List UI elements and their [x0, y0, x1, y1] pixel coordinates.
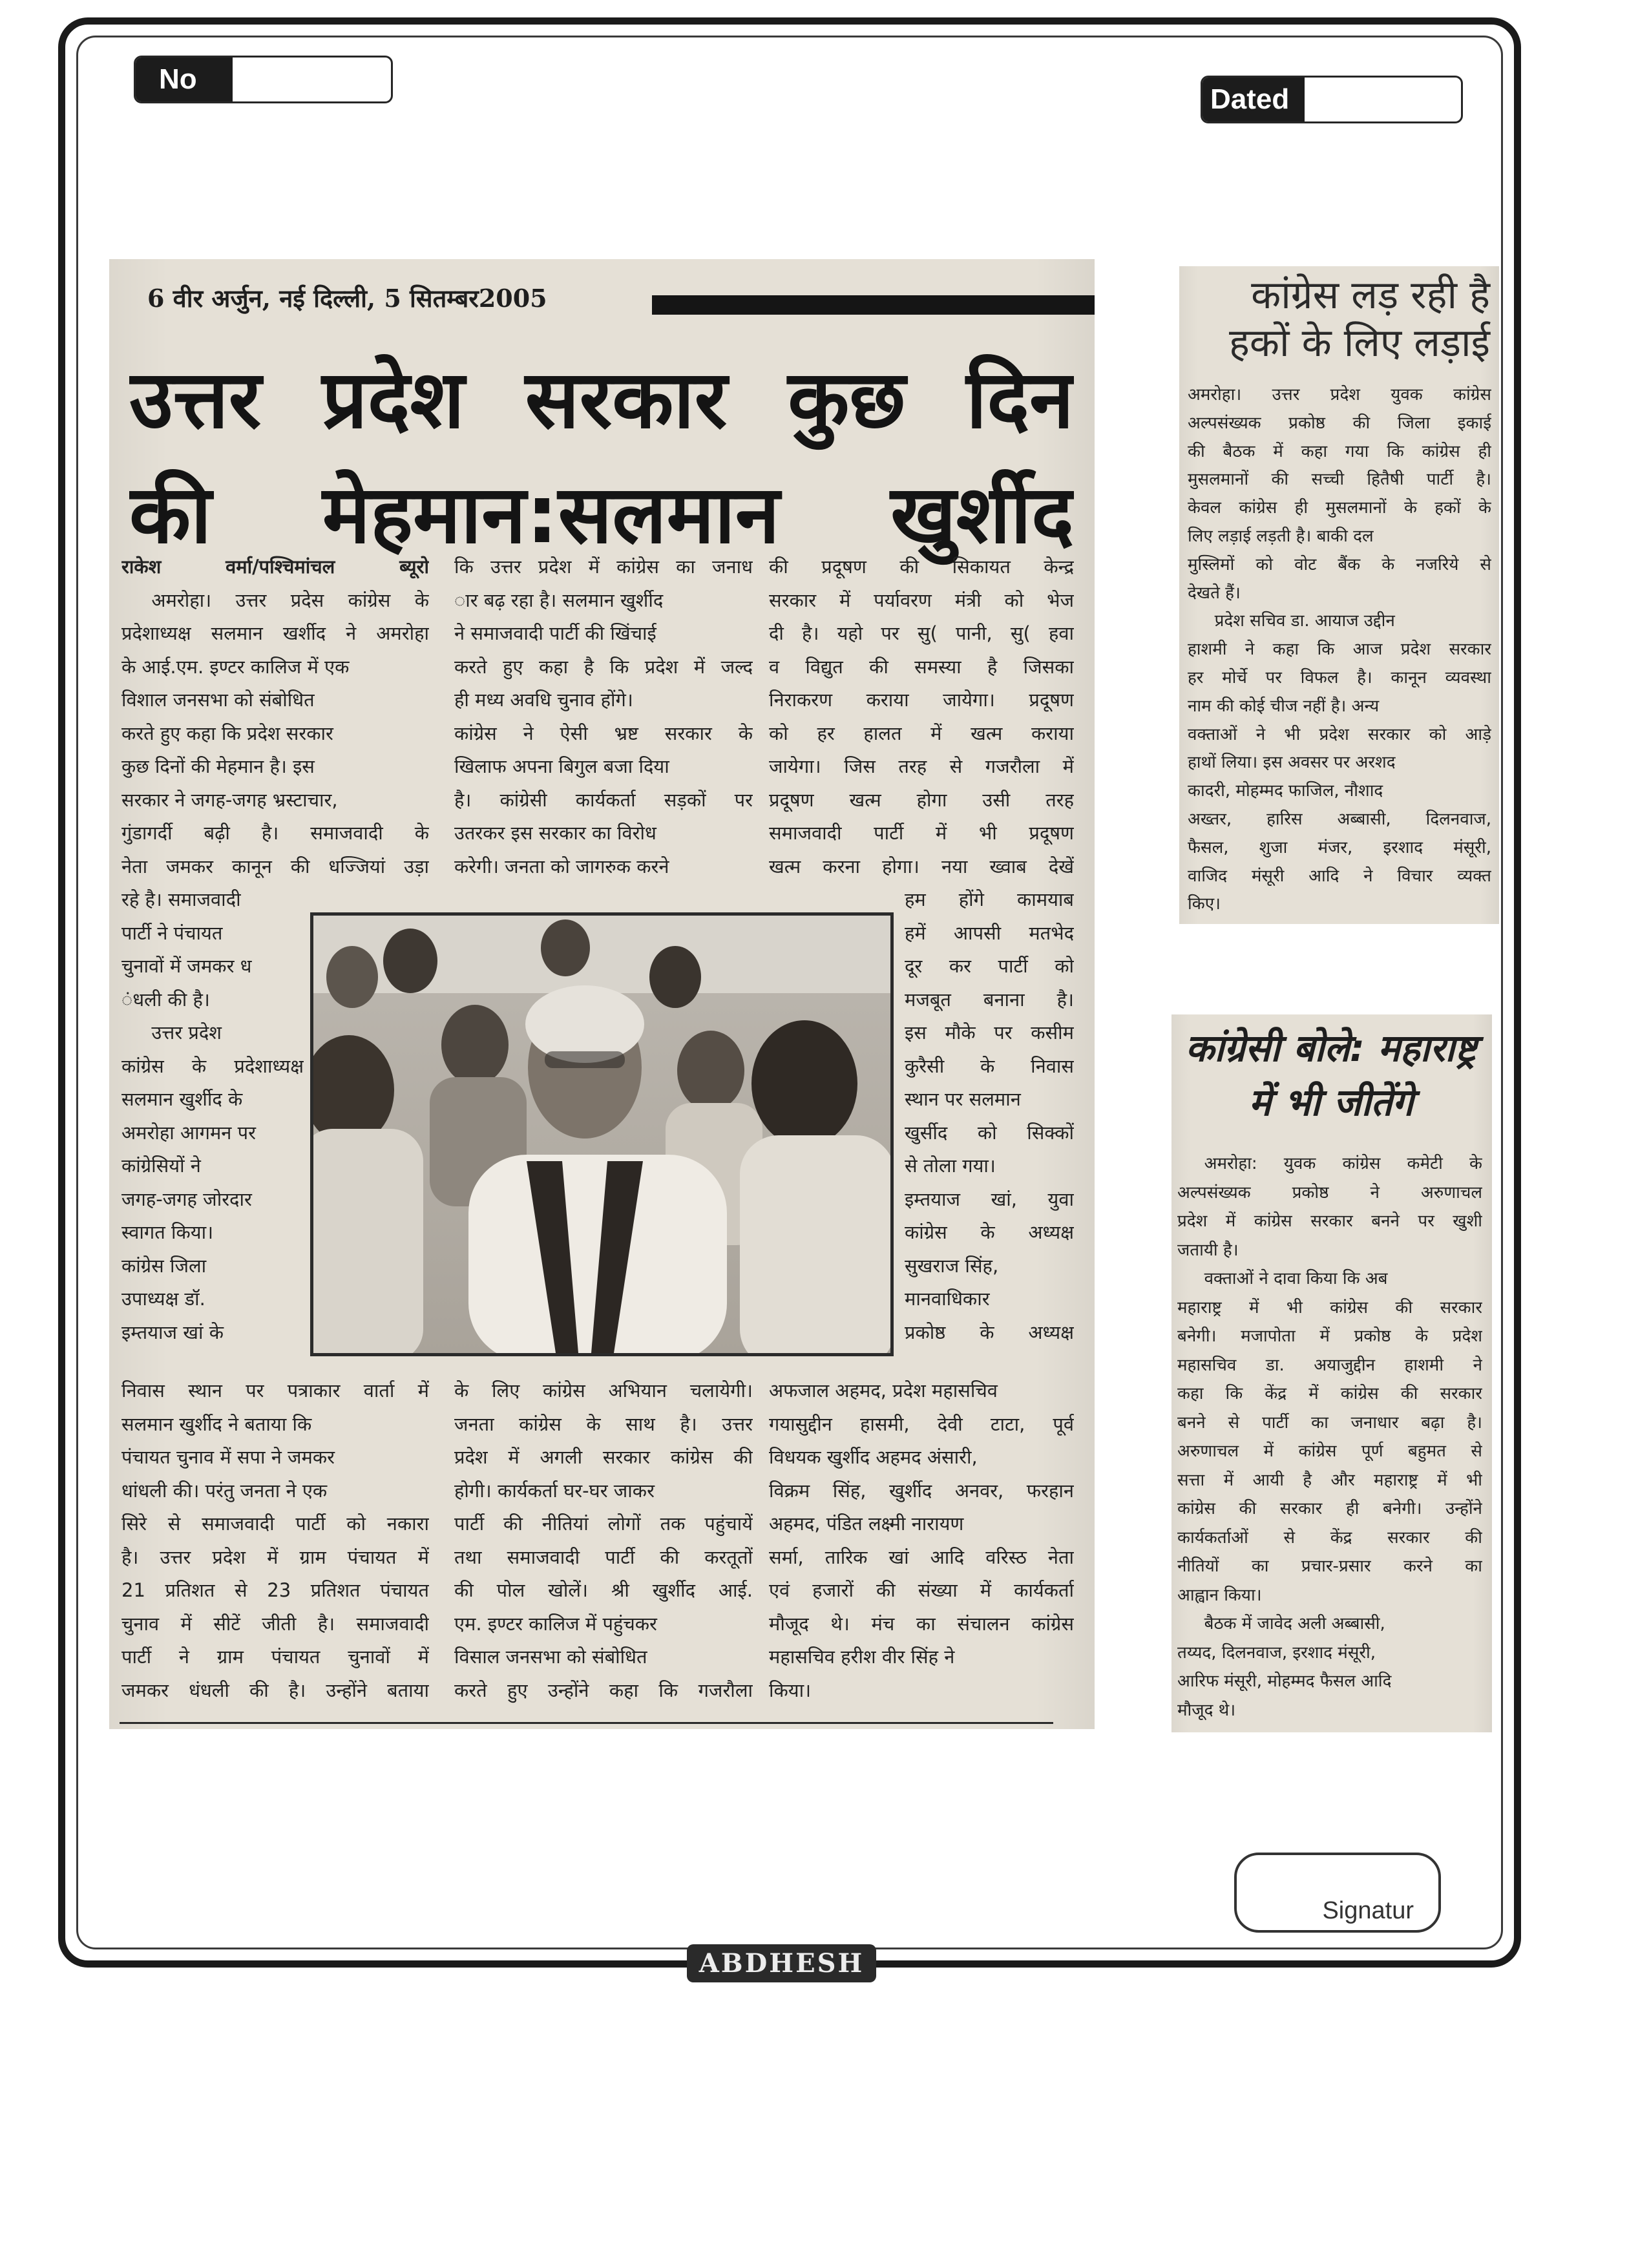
text-line: पार्टी ने पंचायत: [121, 921, 223, 944]
text-line: लिए लड़ाई लड़ती है। बाकी दल: [1188, 526, 1374, 546]
text-line: कादरी, मोहम्मद फाजिल, नौशाद: [1188, 781, 1383, 801]
text-line: कार्यकर्ताओं से केंद्र सरकार की: [1177, 1528, 1482, 1548]
text-line: फैसल, शुजा मंजर, इरशाद मंसूरी,: [1188, 837, 1491, 857]
text-line: कांग्रेस के प्रदेशाध्यक्ष: [121, 1055, 304, 1077]
text-line: है। उत्तर प्रदेश में ग्राम पंचायत में: [121, 1546, 429, 1568]
text-line: मुस्लिमों को वोट बैंक के नजरिये से: [1188, 554, 1491, 574]
text-line: सिरे से समाजवादी पार्टी को नकारा: [121, 1513, 429, 1535]
text-line: निराकरण कराया जायेगा। प्रदूषण: [769, 689, 1074, 711]
text-line: करेगी। जनता को जागरुक करने: [454, 855, 669, 877]
number-label: No: [136, 58, 233, 101]
text-line: होगी। कार्यकर्ता घर-घर जाकर: [454, 1479, 655, 1502]
text-line: इम्तयाज खां, युवा: [905, 1188, 1074, 1210]
text-line: विक्रम सिंह, खुर्शीद अनवर, फरहान: [769, 1479, 1074, 1502]
text-line: अमरोहा: युवक कांग्रेस कमेटी के: [1204, 1154, 1482, 1173]
text-line: सुखराज सिंह,: [905, 1254, 999, 1277]
text-line: बनने से पार्टी का जनाधार बढ़ा है।: [1177, 1412, 1482, 1433]
text-line: मौजूद थे। मंच का संचालन कांग्रेस: [769, 1612, 1074, 1635]
text-line: तय्यद, दिलनवाज, इरशाद मंसूरी,: [1177, 1643, 1376, 1663]
text-line: हाथों लिया। इस अवसर पर अरशद: [1188, 753, 1396, 773]
crowd-photo-image: [313, 916, 890, 1353]
text-line: करते हुए उन्होंने कहा कि गजरौला: [454, 1679, 753, 1701]
number-field: [134, 56, 393, 103]
text-line: धांधली की। परंतु जनता ने एक: [121, 1479, 328, 1502]
text-line: नेता जमकर कानून की धज्जियां उड़ा: [121, 855, 429, 877]
text-line: प्रदेश सचिव डा. आयाज उद्दीन: [1214, 611, 1395, 631]
headline-line: हकों के लिए लड़ाई: [1229, 320, 1490, 366]
text-line: की प्रदूषण की सिकायत केन्द्र: [769, 556, 1074, 578]
text-line: मजबूत बनाना है।: [905, 988, 1074, 1011]
text-line: कांग्रेस की सरकार ही बनेगी। उन्होंने: [1177, 1499, 1482, 1518]
text-line: करते हुए कहा है कि प्रदेश में जल्द: [454, 655, 753, 678]
text-line: कांग्रेस जिला: [121, 1254, 207, 1277]
text-line: के आई.एम. इण्टर कालिज में एक: [121, 655, 350, 678]
text-line: पार्टी ने ग्राम पंचायत चुनावों में: [121, 1646, 429, 1668]
signature-label: Signatur: [1322, 1897, 1414, 1924]
text-line: अल्पसंख्यक प्रकोष्ठ की जिला इकाई: [1188, 413, 1491, 433]
text-line: पार्टी की नीतियां लोगों तक पहुंचायें: [454, 1513, 753, 1535]
text-line: उतरकर इस सरकार का विरोध: [454, 822, 656, 844]
text-line: चुनावों में जमकर ध: [121, 955, 252, 977]
text-line: अरुणाचल में कांग्रेस पूर्ण बहुमत से: [1177, 1442, 1482, 1461]
side-article-1-body: [1188, 381, 1491, 919]
text-line: अफजाल अहमद, प्रदेश महासचिव: [769, 1380, 998, 1402]
text-line: खुर्सीद को सिक्कों: [905, 1121, 1074, 1144]
text-line: अमरोहा। उत्तर प्रदेस कांग्रेस के: [151, 589, 429, 611]
text-line: इम्तयाज खां के: [121, 1321, 224, 1343]
text-line: मौजूद थे।: [1177, 1700, 1236, 1720]
text-line: प्रदूषण खत्म होगा उसी तरह: [769, 788, 1074, 811]
text-line: मानवाधिकार: [905, 1288, 990, 1310]
headline-line: कांग्रेस लड़ रही है: [1251, 273, 1490, 318]
text-line: महासचिव हरीश वीर सिंह ने: [769, 1646, 955, 1668]
text-line: उत्तर प्रदेश: [151, 1022, 222, 1044]
text-line: अल्पसंख्यक प्रकोष्ठ ने अरुणाचल: [1177, 1182, 1482, 1202]
text-line: हम होंगे कामयाब: [905, 888, 1074, 910]
text-line: गयासुद्दीन हासमी, देवी टाटा, पूर्व: [769, 1412, 1074, 1435]
text-line: के लिए कांग्रेस अभियान चलायेगी।: [454, 1380, 753, 1402]
dateline-bar: [652, 295, 1095, 315]
text-line: समाजवादी पार्टी में भी प्रदूषण: [769, 822, 1074, 844]
article-end-rule: [120, 1722, 1053, 1724]
text-line: महाराष्ट्र में भी कांग्रेस की सरकार: [1177, 1297, 1482, 1318]
text-line: अमरोहा। उत्तर प्रदेश युवक कांग्रेस: [1188, 385, 1491, 404]
text-line: सर्मा, तारिक खां आदि वरिस्ठ नेता: [769, 1546, 1074, 1568]
text-line: से तोला गया।: [905, 1155, 996, 1177]
dated-field: [1201, 76, 1463, 123]
text-line: है। कांग्रेसी कार्यकर्ता सड़कों पर: [454, 788, 753, 811]
text-line: कांग्रेसियों ने: [121, 1155, 201, 1177]
text-line: व विद्युत की समस्या है जिसका: [769, 655, 1074, 678]
text-line: स्थान पर सलमान: [905, 1088, 1021, 1110]
text-line: ने समाजवादी पार्टी की खिंचाई: [454, 622, 656, 644]
headline-line: में भी जीतेंगे: [1248, 1080, 1414, 1124]
column-1-bottom: [121, 1374, 429, 1707]
text-line: पंचायत चुनाव में सपा ने जमकर: [121, 1446, 335, 1468]
text-line: वाजिद मंसूरी आदि ने विचार व्यक्त: [1188, 866, 1491, 886]
column-2-bottom: [454, 1374, 753, 1707]
text-line: प्रदेश में कांग्रेस सरकार बनने पर खुशी: [1177, 1212, 1482, 1231]
text-line: खिलाफ अपना बिगुल बजा दिया: [454, 755, 669, 777]
text-line: वक्ताओं ने भी प्रदेश सरकार को आड़े: [1188, 724, 1491, 744]
text-line: खत्म करना होगा। नया ख्वाब देखें: [769, 855, 1074, 877]
text-line: दूर कर पार्टी को: [905, 955, 1074, 977]
text-line: स्वागत किया।: [121, 1221, 214, 1243]
column-1-narrow: [121, 883, 304, 1349]
text-line: हाशमी ने कहा कि आज प्रदेश सरकार: [1188, 640, 1491, 660]
text-line: नीतियों का प्रचार-प्रसार करने का: [1177, 1557, 1482, 1576]
text-line: कांग्रेस ने ऐसी भ्रष्ट सरकार के: [454, 722, 753, 744]
text-line: जमकर धंधली की है। उन्होंने बताया: [121, 1679, 429, 1701]
text-line: कि उत्तर प्रदेश में कांग्रेस का जनाध: [454, 556, 753, 578]
text-line: सरकार में पर्यावरण मंत्री को भेज: [769, 589, 1074, 611]
text-line: कहा कि केंद्र में कांग्रेस की सरकार: [1177, 1384, 1482, 1403]
text-line: केवल कांग्रेस ही मुसलमानों के हकों के: [1188, 498, 1491, 518]
dateline: 6 वीर अर्जुन, नई दिल्ली, 5 सितम्बर2005: [147, 284, 547, 313]
text-line: एम. इण्टर कालिज में पहुंचकर: [454, 1612, 657, 1635]
text-line: को हर हालत में खत्म कराया: [769, 722, 1074, 744]
text-line: महासचिव डा. अयाजुद्दीन हाशमी ने: [1177, 1355, 1482, 1375]
column-3-narrow: [905, 883, 1074, 1349]
text-line: प्रदेशाध्यक्ष सलमान खर्शीद ने अमरोहा: [121, 622, 429, 644]
text-line: उपाध्यक्ष डॉ.: [121, 1288, 205, 1310]
text-line: सलमान खुर्शीद ने बताया कि: [121, 1412, 312, 1435]
text-line: प्रकोष्ठ के अध्यक्ष: [905, 1321, 1074, 1343]
text-line: ंधली की है।: [121, 988, 210, 1011]
text-line: सलमान खुर्शीद के: [121, 1088, 243, 1110]
main-headline: [129, 342, 1074, 572]
signature-box: [1234, 1853, 1441, 1933]
text-line: बनेगी। मजापोता में प्रकोष्ठ के प्रदेश: [1177, 1327, 1482, 1346]
text-line: जायेगा। जिस तरह से गजरौला में: [769, 755, 1074, 777]
text-line: कुछ दिनों की मेहमान है। इस: [121, 755, 315, 777]
side-headline-1: [1188, 271, 1490, 367]
text-line: विशाल जनसभा को संबोधित: [121, 689, 315, 711]
text-line: ही मध्य अवधि चुनाव होंगे।: [454, 689, 633, 711]
text-line: विधयक खुर्शीद अहमद अंसारी,: [769, 1446, 978, 1468]
side-article-2-body: [1177, 1150, 1482, 1725]
text-line: सरकार ने जगह-जगह भ्रस्टाचार,: [121, 788, 338, 811]
text-line: आरिफ मंसूरी, मोहम्मद फैसल आदि: [1177, 1672, 1392, 1691]
text-line: की बैठक में कहा गया कि कांग्रेस ही: [1188, 441, 1491, 461]
text-line: अहमद, पंडित लक्ष्मी नारायण: [769, 1513, 964, 1535]
text-line: की पोल खोलें। श्री खुर्शीद आई.: [454, 1579, 753, 1601]
text-line: विसाल जनसभा को संबोधित: [454, 1646, 647, 1668]
column-2-top: [454, 551, 753, 883]
column-1-top: [121, 551, 429, 883]
text-line: चुनाव में सीटें जीती है। समाजवादी: [121, 1612, 429, 1635]
text-line: 21 प्रतिशत से 23 प्रतिशत पंचायत: [121, 1579, 429, 1601]
side-headline-2: [1176, 1021, 1486, 1129]
dated-label: Dated: [1203, 78, 1305, 121]
text-line: वक्ताओं ने दावा किया कि अब: [1204, 1269, 1388, 1288]
text-line: हमें आपसी मतभेद: [905, 921, 1074, 944]
text-line: अख्तर, हारिस अब्बासी, दिलनवाज,: [1188, 809, 1491, 829]
news-photo: [310, 912, 894, 1356]
sheet-stamp: ABDHESH: [687, 1944, 876, 1982]
text-line: राकेश वर्मा/पश्चिमांचल ब्यूरो: [121, 556, 429, 578]
text-line: इस मौके पर कसीम: [905, 1022, 1074, 1044]
headline-line: की मेहमान:सलमान खुर्शीद: [129, 468, 1074, 562]
text-line: करते हुए कहा कि प्रदेश सरकार: [121, 722, 333, 744]
text-line: एवं हजारों की संख्या में कार्यकर्ता: [769, 1579, 1074, 1601]
text-line: कुरैसी के निवास: [905, 1055, 1074, 1077]
headline-line: उत्तर प्रदेश सरकार कुछ दिन: [129, 353, 1074, 446]
text-line: दी है। यहो पर सु( पानी, सु( हवा: [769, 622, 1074, 644]
text-line: जनता कांग्रेस के साथ है। उत्तर: [454, 1412, 753, 1435]
text-line: कांग्रेस के अध्यक्ष: [905, 1221, 1074, 1243]
text-line: गुंडागर्दी बढ़ी है। समाजवादी के: [121, 822, 429, 844]
text-line: आह्वान किया।: [1177, 1585, 1262, 1605]
headline-line: कांग्रेसी बोले: महाराष्ट्र: [1185, 1026, 1477, 1070]
text-line: देखते हैं।: [1188, 583, 1241, 603]
text-line: सत्ता में आयी है और महाराष्ट्र में भी: [1177, 1470, 1482, 1490]
text-line: रहे है। समाजवादी: [121, 888, 241, 910]
text-line: तथा समाजवादी पार्टी की करतूतों: [454, 1546, 753, 1568]
text-line: मुसलमानों की सच्ची हितैषी पार्टी है।: [1188, 470, 1491, 490]
text-line: किए।: [1188, 894, 1221, 914]
text-line: जगह-जगह जोरदार: [121, 1188, 252, 1210]
text-line: अमरोहा आगमन पर: [121, 1121, 256, 1144]
text-line: बैठक में जावेद अली अब्बासी,: [1204, 1614, 1385, 1633]
text-line: निवास स्थान पर पत्राकार वार्ता में: [121, 1380, 429, 1402]
text-line: ार बढ़ रहा है। सलमान खुर्शीद: [454, 589, 664, 611]
column-3-bottom: [769, 1374, 1074, 1707]
text-line: हर मोर्चे पर विफल है। कानून व्यवस्था: [1188, 667, 1491, 688]
column-3-top: [769, 551, 1074, 883]
text-line: नाम की कोई चीज नहीं है। अन्य: [1188, 696, 1380, 716]
text-line: जतायी है।: [1177, 1240, 1239, 1260]
text-line: प्रदेश में अगली सरकार कांग्रेस की: [454, 1446, 753, 1468]
text-line: किया।: [769, 1679, 812, 1701]
